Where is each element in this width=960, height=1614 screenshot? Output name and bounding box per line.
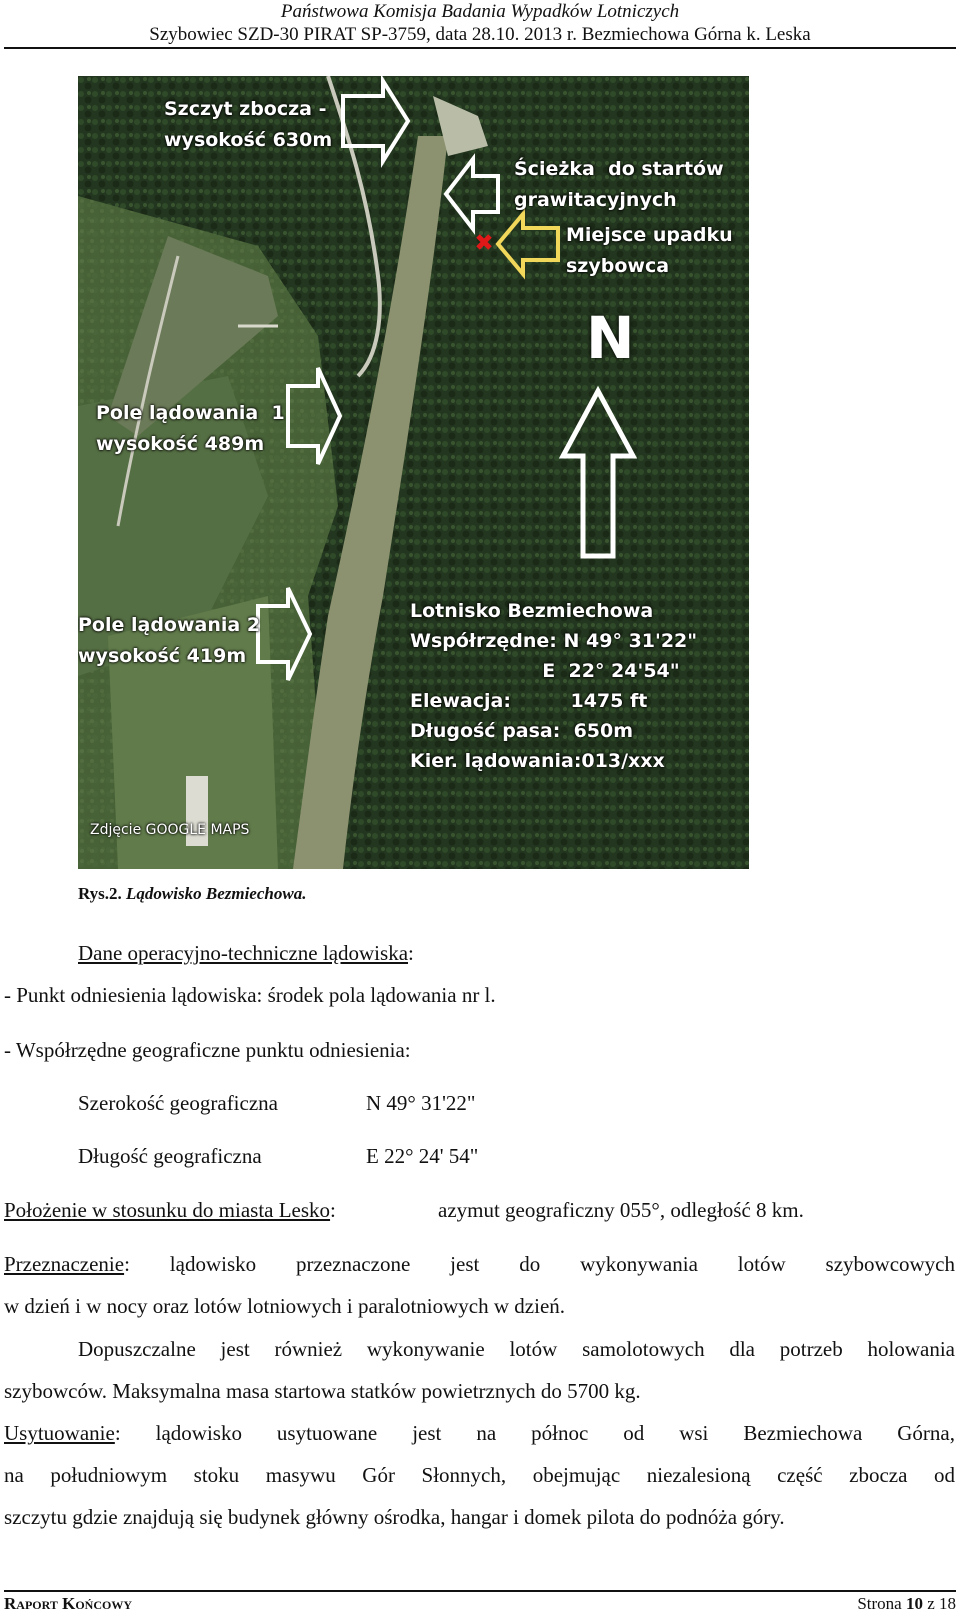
figure-caption: [78, 884, 306, 904]
lon-value: E 22° 24' 54": [366, 1144, 479, 1168]
caption-number: Rys.2.: [78, 884, 122, 903]
header-agency: Państwowa Komisja Badania Wypadków Lotniczych: [280, 1, 680, 22]
header-rule: [4, 47, 956, 49]
page-prefix: Strona: [857, 1594, 902, 1613]
label-crash-site: Miejsce upadku szybowca: [566, 224, 733, 277]
label-landing-field-1: Pole lądowania 1 wysokość 489m: [96, 402, 285, 455]
location-text-1: : lądowisko usytuowane jest na północ od wsi Bezmiechowa Górna,: [114, 1421, 955, 1445]
label-summit: Szczyt zbocza - wysokość 630m: [164, 98, 333, 151]
position-value: azymut geograficzny 055°, odległość 8 km.: [438, 1198, 804, 1222]
coords-heading: - Współrzędne geograficzne punktu odniesienia:: [4, 1038, 411, 1062]
page-separator: z: [927, 1594, 935, 1613]
ops-heading-line: [78, 940, 414, 966]
aerial-map-image: [78, 76, 749, 869]
purpose-label: Przeznaczenie: [4, 1252, 125, 1276]
lon-label: Długość geograficzna: [78, 1144, 262, 1168]
label-airfield-info: Lotnisko Bezmiechowa Współrzędne: N 49° 31'22" E 22° 24'54" Elewacja: 1475 ft Długość pasa: 650m Kier. lądowania:013/xxx: [410, 600, 698, 772]
north-marker: N: [586, 304, 635, 372]
page-total: 18: [939, 1594, 956, 1613]
header-case: Szybowiec SZD-30 PIRAT SP-3759, data 28.10. 2013 r. Bezmiechowa Górna k. Leska: [149, 24, 811, 45]
report-title: Raport Końcowy: [4, 1594, 132, 1613]
footer-rule: [4, 1590, 956, 1592]
position-line: [4, 1197, 336, 1223]
location-label: Usytuowanie: [4, 1421, 115, 1445]
position-label: Położenie w stosunku do miasta Lesko: [4, 1198, 331, 1222]
allowed-line-1: Dopuszczalne jest również wykonywanie lotów samolotowych dla potrzeb holowania: [78, 1337, 955, 1361]
page-header: [0, 0, 960, 50]
label-photo-credit: Zdjęcie GOOGLE MAPS: [90, 822, 250, 838]
caption-title: Lądowisko Bezmiechowa.: [126, 884, 307, 903]
location-line-2: na południowym stoku masywu Gór Słonnych, obejmując niezalesioną część zbocza od: [4, 1463, 955, 1487]
ops-heading-colon: :: [408, 941, 414, 965]
ops-heading: Dane operacyjno-techniczne lądowiska: [78, 941, 409, 965]
purpose-text-1: : lądowisko przeznaczone jest do wykonywania lotów szybowcowych: [124, 1252, 955, 1276]
page-number: 10: [905, 1594, 923, 1613]
allowed-line-2: szybowców. Maksymalna masa startowa statków powietrznych do 5700 kg.: [4, 1379, 641, 1403]
position-colon: :: [330, 1198, 336, 1222]
page-indicator: [857, 1594, 956, 1614]
purpose-line-1: [4, 1251, 955, 1277]
lat-label: Szerokość geograficzna: [78, 1091, 278, 1115]
ref-point-line: - Punkt odniesienia lądowiska: środek pola lądowania nr l.: [4, 983, 496, 1007]
location-line-3: szczytu gdzie znajdują się budynek główny ośrodka, hangar i domek pilota do podnóża góry.: [4, 1505, 785, 1529]
lat-value: N 49° 31'22": [366, 1091, 476, 1115]
label-gravity-path: Ścieżka do startów grawitacyjnych: [514, 158, 724, 211]
location-line-1: [4, 1420, 955, 1446]
purpose-line-2: w dzień i w nocy oraz lotów lotniowych i paralotniowych w dzień.: [4, 1294, 566, 1318]
label-landing-field-2: Pole lądowania 2 wysokość 419m: [78, 614, 261, 667]
page-footer: [4, 1592, 956, 1612]
